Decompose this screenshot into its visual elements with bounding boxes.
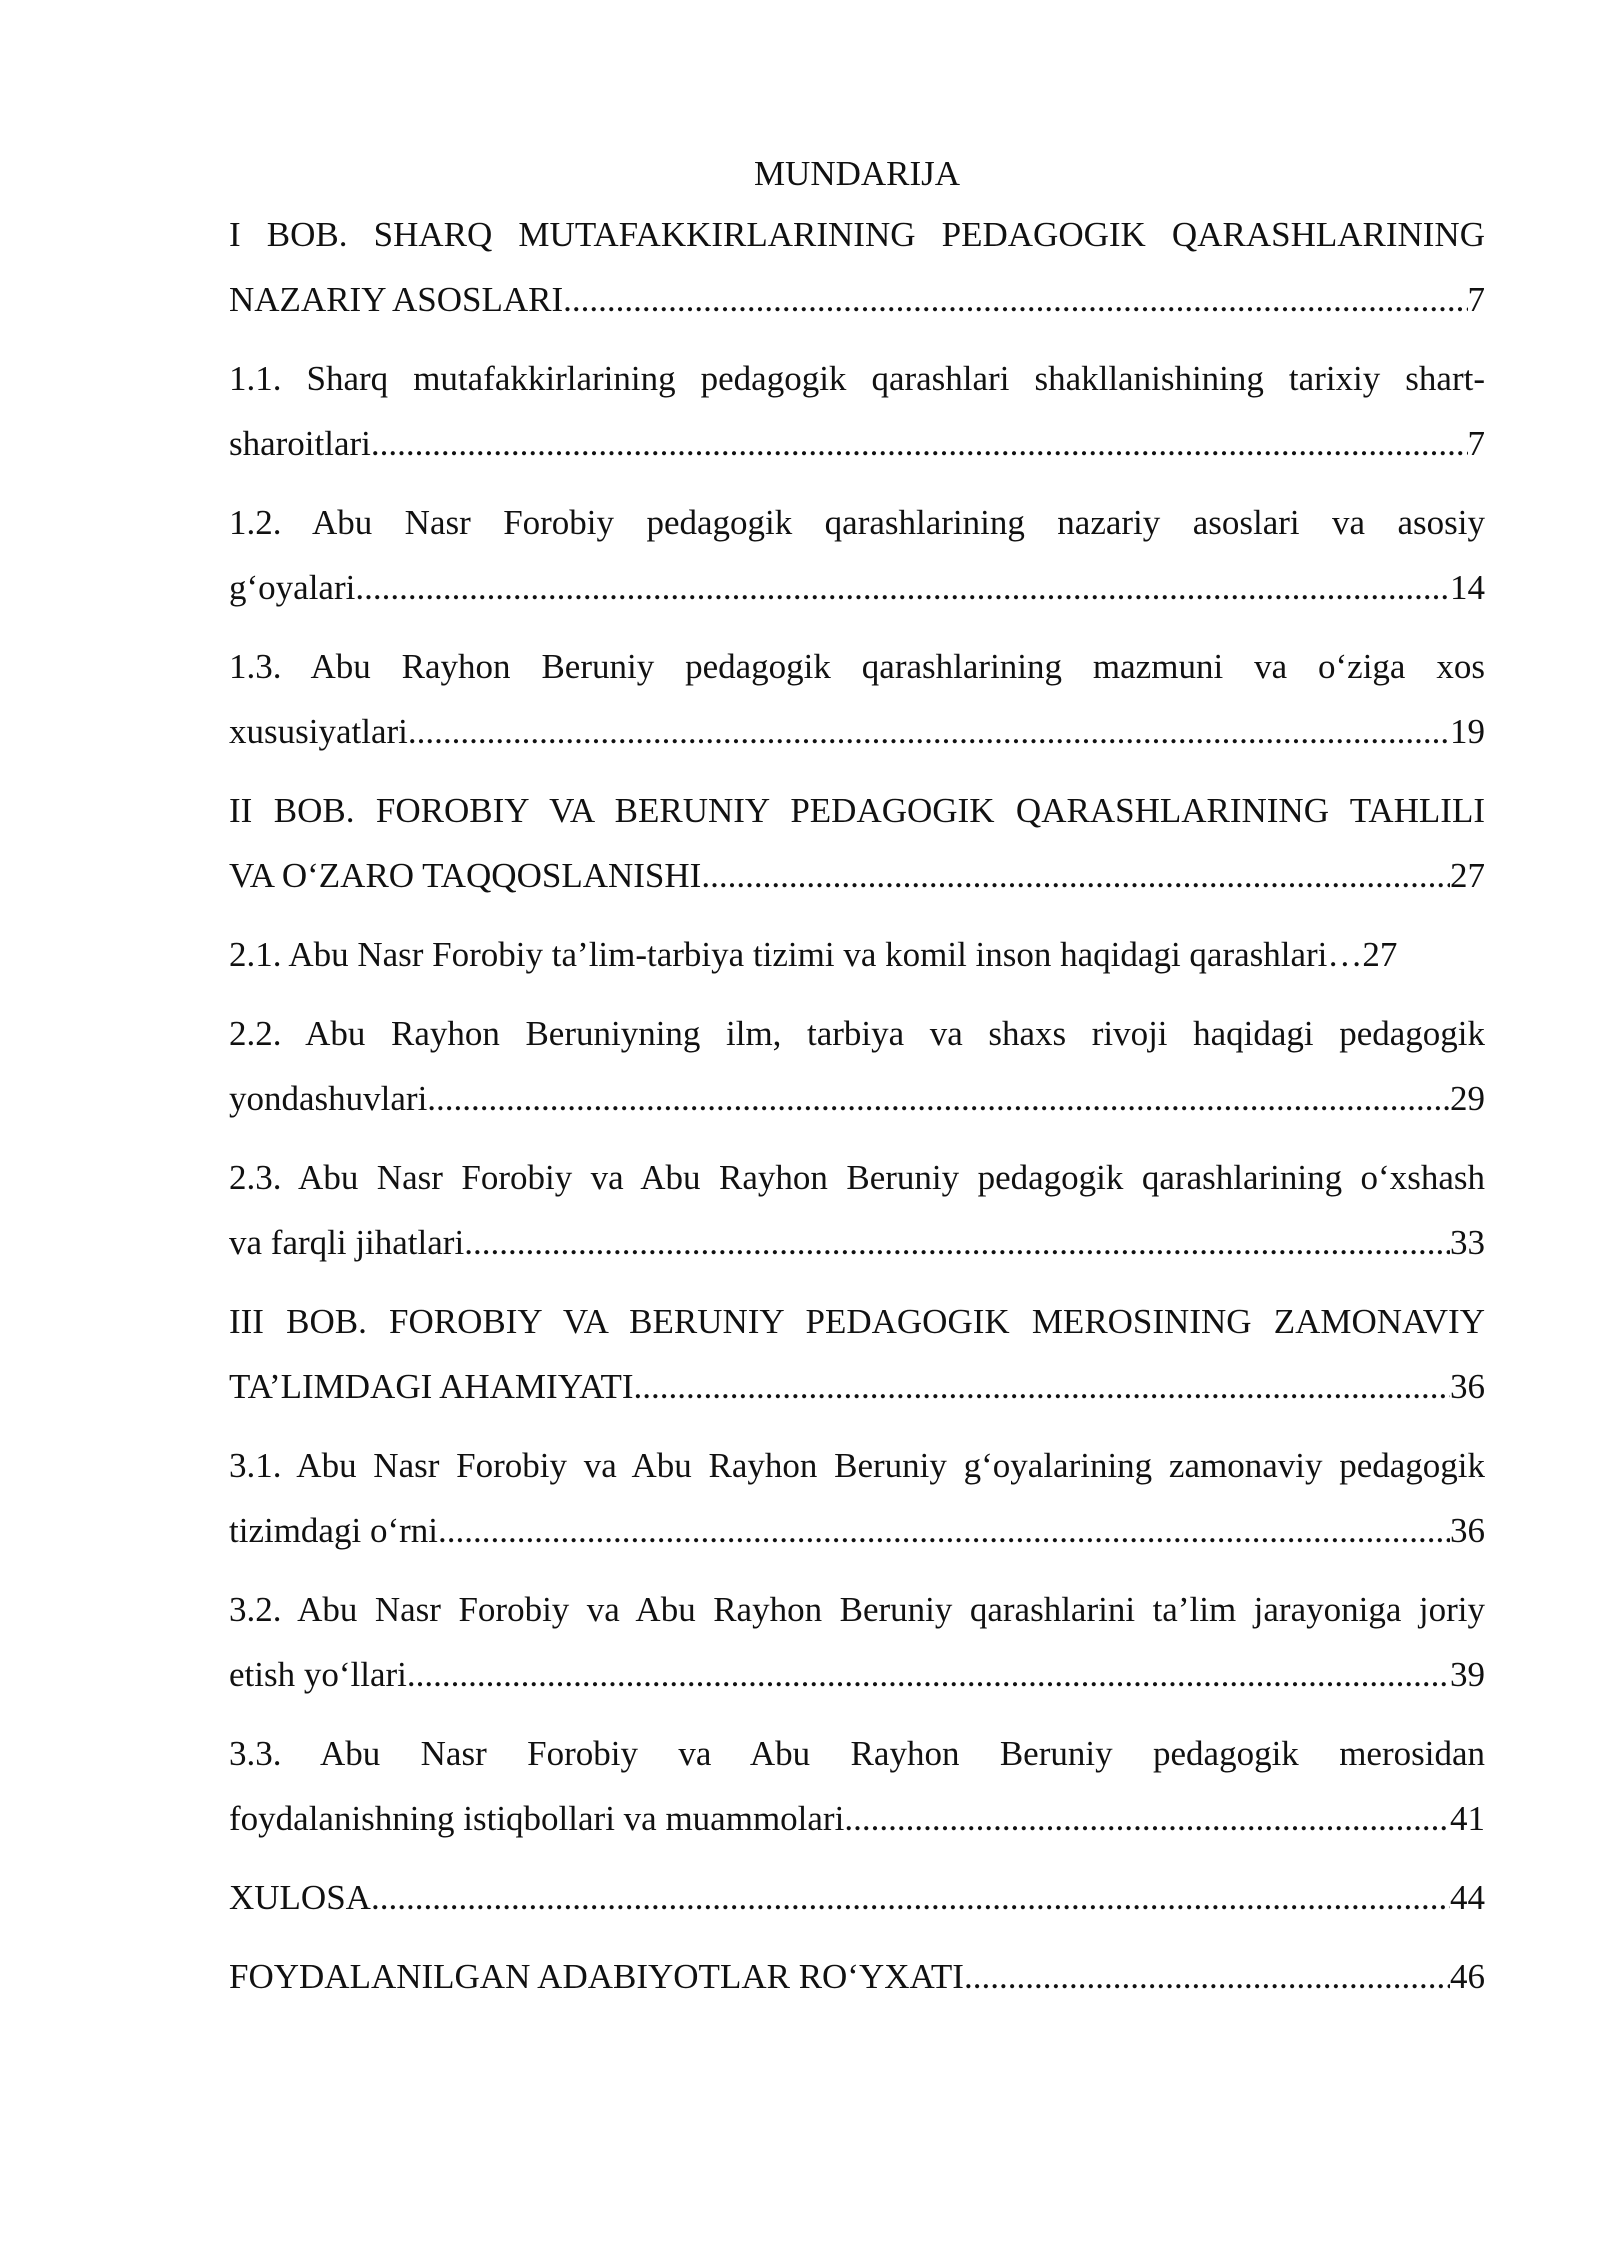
toc-leader-line	[229, 699, 1485, 764]
dot-leader	[438, 1498, 1450, 1563]
toc-entry-title-line: 2.2. Abu Rayhon Beruniyning ilm, tarbiya va shaxs rivoji haqidagi pedagogik	[229, 1014, 1485, 1053]
dot-leader	[563, 267, 1467, 332]
toc-entry-section-3-2	[229, 1577, 1485, 1707]
dot-leader	[371, 1865, 1450, 1930]
toc-leader-line	[229, 1354, 1485, 1419]
dot-leader	[371, 411, 1468, 476]
dot-leader	[427, 1066, 1450, 1131]
toc-entry-title-continuation: foydalanishning istiqbollari va muammolari	[229, 1799, 845, 1838]
toc-page-number: 27	[1362, 935, 1398, 974]
toc-page-number: 14	[1450, 568, 1485, 607]
toc-page-number: 46	[1450, 1957, 1485, 1996]
toc-page-number: 33	[1450, 1223, 1485, 1262]
toc-leader-line	[229, 411, 1485, 476]
document-page	[229, 150, 1485, 2023]
toc-entry-title-line: 1.3. Abu Rayhon Beruniy pedagogik qarashlarining mazmuni va o‘ziga xos	[229, 647, 1485, 686]
toc-page-number: 39	[1450, 1655, 1485, 1694]
toc-entry-title-continuation: xususiyatlari	[229, 712, 408, 751]
toc-entry-chapter-2	[229, 778, 1485, 908]
toc-entry-section-1-2	[229, 490, 1485, 620]
toc-leader-line	[229, 1210, 1485, 1275]
toc-leader-line	[229, 922, 1485, 987]
toc-entry-title-continuation: NAZARIY ASOSLARI	[229, 280, 564, 319]
toc-entry-title-continuation: TA’LIMDAGI AHAMIYATI	[229, 1367, 634, 1406]
toc-leader-line	[229, 1944, 1485, 2009]
toc-page-number: 7	[1467, 424, 1485, 463]
table-of-contents	[229, 202, 1485, 2009]
toc-page-number: 27	[1450, 856, 1485, 895]
dot-leader	[407, 1642, 1450, 1707]
toc-entry-section-1-3	[229, 634, 1485, 764]
toc-leader-line	[229, 1066, 1485, 1131]
toc-entry-title: FOYDALANILGAN ADABIYOTLAR RO‘YXATI	[229, 1957, 964, 1996]
dot-leader	[701, 843, 1450, 908]
toc-page-number: 41	[1450, 1799, 1485, 1838]
toc-entry-title-continuation: etish yo‘llari	[229, 1655, 407, 1694]
toc-entry-title-line: I BOB. SHARQ MUTAFAKKIRLARINING PEDAGOGIK QARASHLARINING	[229, 215, 1485, 254]
page-title: MUNDARIJA	[753, 154, 961, 193]
toc-entry-chapter-3	[229, 1289, 1485, 1419]
toc-entry-conclusion	[229, 1865, 1485, 1930]
toc-entry-section-2-1	[229, 922, 1485, 987]
toc-leader-line	[229, 1642, 1485, 1707]
toc-entry-section-2-3	[229, 1145, 1485, 1275]
toc-entry-title-line: III BOB. FOROBIY VA BERUNIY PEDAGOGIK MEROSINING ZAMONAVIY	[229, 1302, 1485, 1341]
toc-leader-line	[229, 843, 1485, 908]
toc-entry-title: 2.1. Abu Nasr Forobiy ta’lim-tarbiya tizimi va komil inson haqidagi qarashlari	[229, 935, 1328, 974]
toc-entry-title-continuation: sharoitlari	[229, 424, 371, 463]
dot-leader	[634, 1354, 1450, 1419]
dot-leader	[964, 1944, 1450, 2009]
toc-entry-chapter-1	[229, 202, 1485, 332]
dot-leader	[464, 1210, 1450, 1275]
toc-entry-title-continuation: tizimdagi o‘rni	[229, 1511, 438, 1550]
toc-page-number: 44	[1450, 1878, 1485, 1917]
toc-leader-line	[229, 267, 1485, 332]
toc-leader-line	[229, 1498, 1485, 1563]
dot-leader	[1327, 922, 1362, 987]
toc-entry-section-3-1	[229, 1433, 1485, 1563]
toc-entry-title-line: 3.2. Abu Nasr Forobiy va Abu Rayhon Beruniy qarashlarini ta’lim jarayoniga joriy	[229, 1590, 1485, 1629]
toc-page-number: 29	[1450, 1079, 1485, 1118]
dot-leader	[408, 699, 1450, 764]
toc-entry-title-continuation: yondashuvlari	[229, 1079, 428, 1118]
dot-leader	[355, 555, 1450, 620]
toc-entry-title-line: 1.1. Sharq mutafakkirlarining pedagogik qarashlari shakllanishining tarixiy shart-	[229, 359, 1485, 398]
toc-entry-title-line: 2.3. Abu Nasr Forobiy va Abu Rayhon Beruniy pedagogik qarashlarining o‘xshash	[229, 1158, 1485, 1197]
toc-page-number: 36	[1450, 1511, 1485, 1550]
toc-leader-line	[229, 1865, 1485, 1930]
dot-leader	[844, 1786, 1450, 1851]
toc-entry-bibliography	[229, 1944, 1485, 2009]
toc-page-number: 19	[1450, 712, 1485, 751]
toc-entry-title-line: II BOB. FOROBIY VA BERUNIY PEDAGOGIK QARASHLARINING TAHLILI	[229, 791, 1485, 830]
toc-entry-title-line: 3.1. Abu Nasr Forobiy va Abu Rayhon Beruniy g‘oyalarining zamonaviy pedagogik	[229, 1446, 1485, 1485]
toc-entry-title-line: 1.2. Abu Nasr Forobiy pedagogik qarashlarining nazariy asoslari va asosiy	[229, 503, 1485, 542]
toc-leader-line	[229, 1786, 1485, 1851]
toc-entry-title-continuation: va farqli jihatlari	[229, 1223, 465, 1262]
toc-entry-section-2-2	[229, 1001, 1485, 1131]
toc-entry-section-1-1	[229, 346, 1485, 476]
toc-entry-title-continuation: VA O‘ZARO TAQQOSLANISHI	[229, 856, 702, 895]
toc-page-number: 7	[1467, 280, 1485, 319]
toc-entry-title-line: 3.3. Abu Nasr Forobiy va Abu Rayhon Beruniy pedagogik merosidan	[229, 1734, 1485, 1773]
toc-entry-title-continuation: g‘oyalari	[229, 568, 356, 607]
toc-page-number: 36	[1450, 1367, 1485, 1406]
toc-entry-section-3-3	[229, 1721, 1485, 1851]
toc-entry-title: XULOSA	[229, 1878, 371, 1917]
toc-leader-line	[229, 555, 1485, 620]
